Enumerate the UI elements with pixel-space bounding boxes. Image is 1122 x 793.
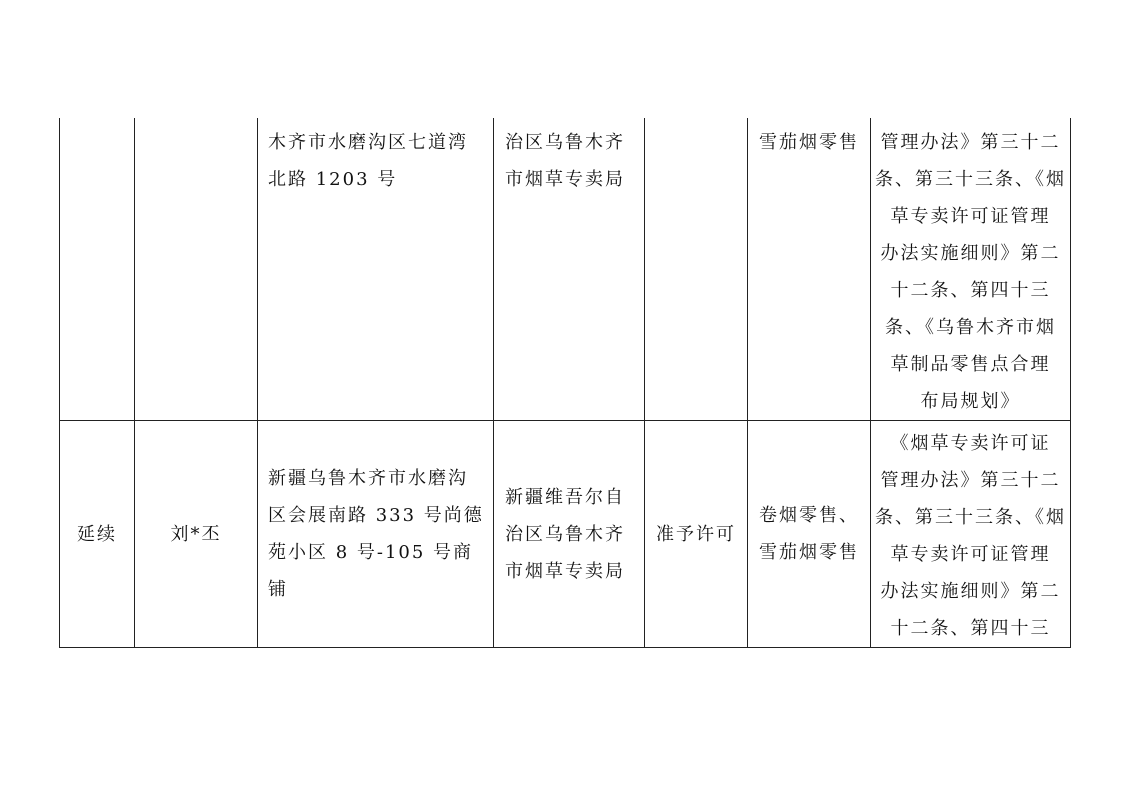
applicant-name (135, 118, 257, 124)
permit-type-cell (60, 118, 135, 421)
decision: 准予许可 (656, 523, 736, 545)
permit-type (60, 118, 134, 124)
business-scope-cell (748, 118, 871, 421)
business-address: 新疆乌鲁木齐市水磨沟 区会展南路 333 号尚德 苑小区 8 号-105 号商铺 (268, 468, 484, 600)
business-scope-cell (748, 421, 871, 648)
applicant-name: 刘*丕 (170, 523, 222, 545)
business-address: 木齐市水磨沟区七道湾 北路 1203 号 (268, 132, 468, 190)
business-address-cell (258, 118, 494, 421)
table-row (60, 118, 1071, 421)
issuing-authority-cell (494, 421, 645, 648)
permit-type-cell (60, 421, 135, 648)
applicant-name-cell (135, 118, 258, 421)
business-scope: 雪茄烟零售 (759, 132, 859, 153)
issuing-authority: 新疆维吾尔自 治区乌鲁木齐 市烟草专卖局 (505, 486, 625, 582)
permit-type: 延续 (77, 523, 117, 545)
decision-cell (645, 118, 748, 421)
business-address-cell (258, 421, 494, 648)
business-scope: 卷烟零售、 雪茄烟零售 (759, 505, 859, 563)
legal-basis: 管理办法》第三十二 条、第三十三条、《烟 草专卖许可证管理 办法实施细则》第二 十二条、第四十三 条、《乌鲁木齐市烟 草制品零售点合理 布局规划》 (875, 132, 1066, 412)
table-row (60, 421, 1071, 648)
decision-cell (645, 421, 748, 648)
legal-basis-cell (871, 421, 1071, 648)
issuing-authority: 治区乌鲁木齐 市烟草专卖局 (505, 132, 625, 190)
applicant-name-cell (135, 421, 258, 648)
legal-basis: 《烟草专卖许可证 管理办法》第三十二 条、第三十三条、《烟 草专卖许可证管理 办法实施细则》第二 十二条、第四十三 (875, 433, 1066, 639)
legal-basis-cell (871, 118, 1071, 421)
decision (645, 118, 747, 124)
issuing-authority-cell (494, 118, 645, 421)
permit-table (59, 118, 1071, 648)
